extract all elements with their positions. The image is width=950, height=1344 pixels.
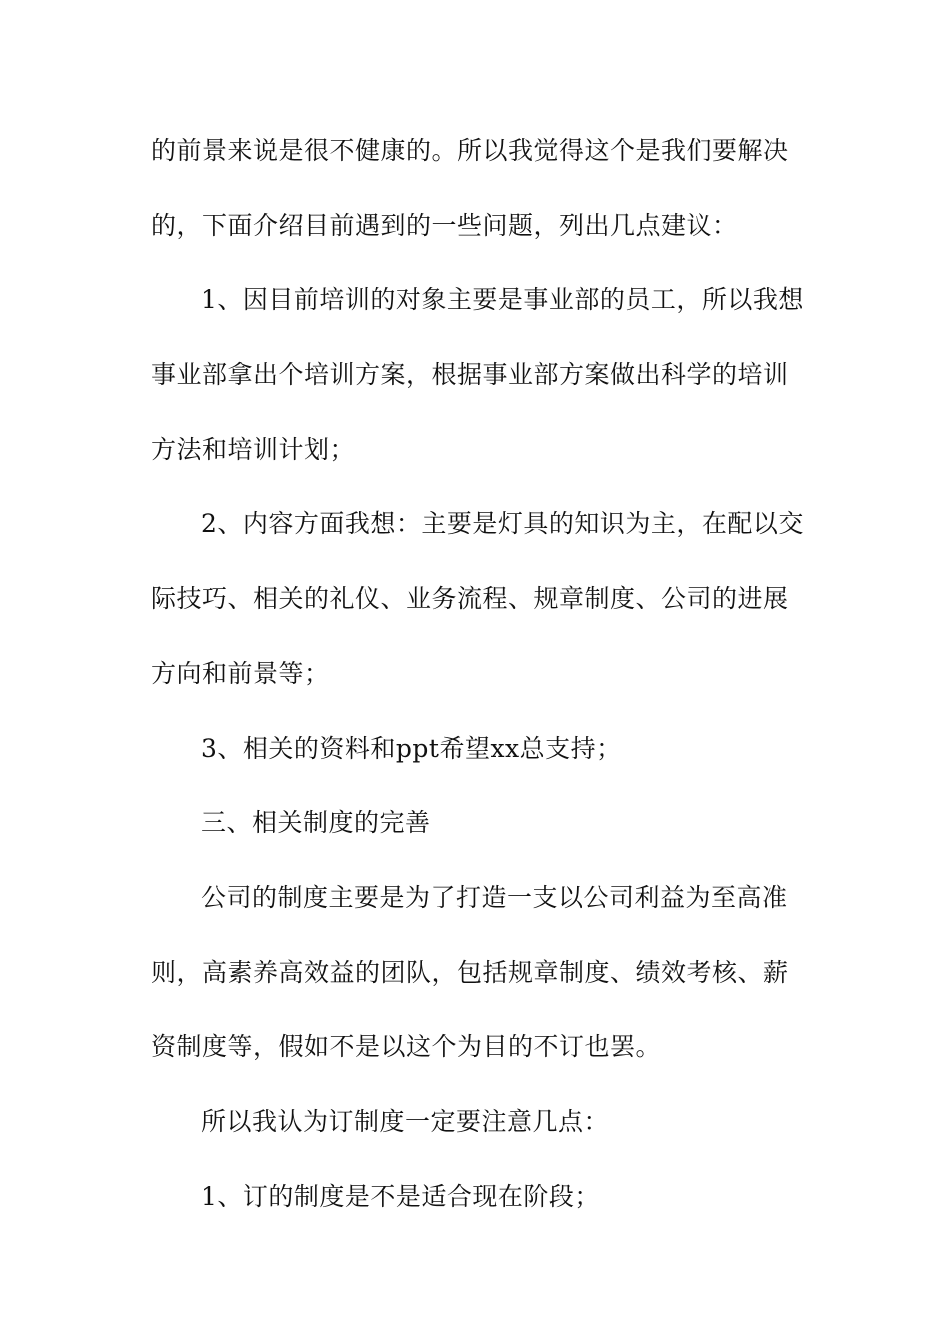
list-item-2: 2、内容方面我想：主要是灯具的知识为主，在配以交 — [201, 509, 804, 538]
section-heading: 三、相关制度的完善 — [201, 808, 431, 837]
text-line: 的前景来说是很不健康的。所以我觉得这个是我们要解决 — [151, 136, 789, 165]
list-item-1: 1、订的制度是不是适合现在阶段； — [201, 1182, 600, 1211]
text-line: 则，高素养高效益的团队，包括规章制度、绩效考核、薪 — [151, 958, 789, 987]
text-line: 的，下面介绍目前遇到的一些问题，列出几点建议： — [151, 211, 738, 240]
text-line: 事业部拿出个培训方案，根据事业部方案做出科学的培训 — [151, 360, 789, 389]
text-line: 资制度等，假如不是以这个为目的不订也罢。 — [151, 1032, 662, 1061]
list-item-3: 3、相关的资料和ppt希望xx总支持； — [201, 734, 622, 763]
text-line: 际技巧、相关的礼仪、业务流程、规章制度、公司的进展 — [151, 584, 789, 613]
text-line: 方法和培训计划； — [151, 435, 356, 464]
text-line: 方向和前景等； — [151, 659, 330, 688]
paragraph-start: 所以我认为订制度一定要注意几点： — [201, 1107, 610, 1136]
list-item-1: 1、因目前培训的对象主要是事业部的员工，所以我想 — [201, 285, 804, 314]
paragraph-start: 公司的制度主要是为了打造一支以公司利益为至高准 — [201, 883, 788, 912]
